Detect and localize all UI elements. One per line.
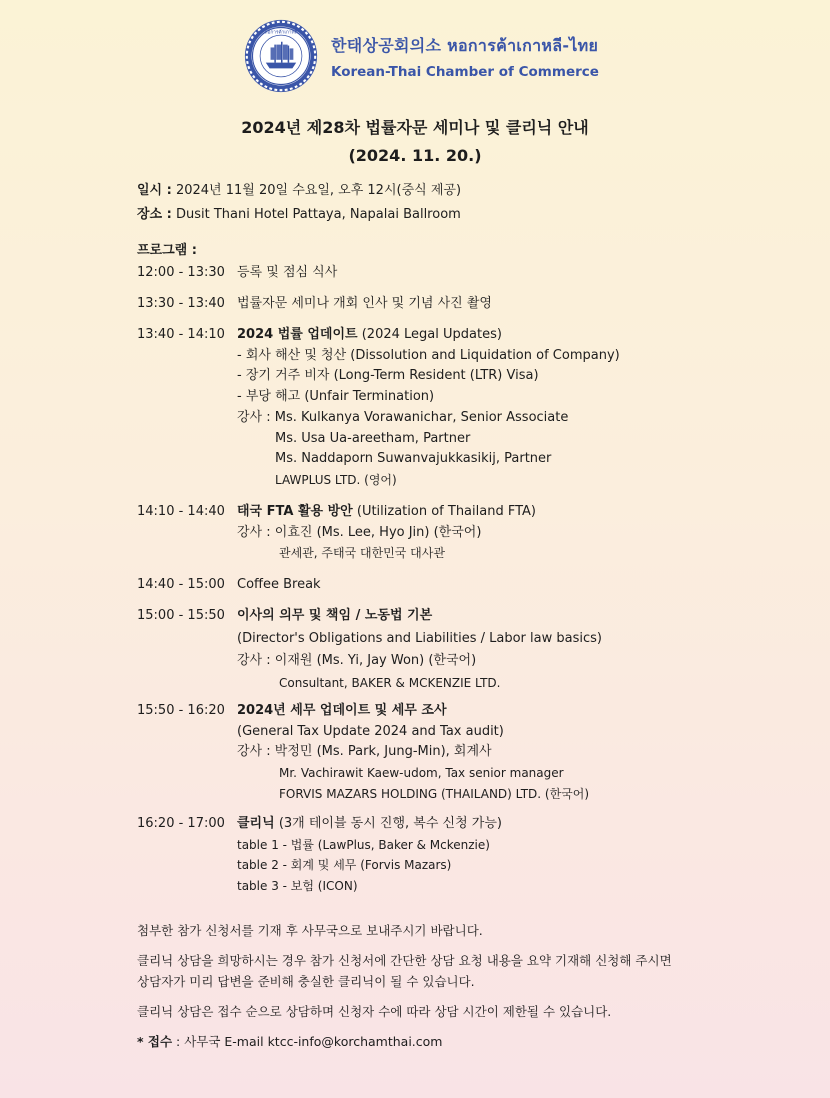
program-heading (237, 502, 717, 523)
program-line: table 1 - 법률 (LawPlus, Baker & Mckenzie) (237, 837, 490, 852)
program-content (237, 606, 717, 694)
program-content (237, 294, 717, 315)
program-heading (237, 814, 717, 835)
document-title (0, 114, 830, 170)
program-line: 강사 : 이재원 (Ms. Yi, Jay Won) (한국어) (237, 653, 477, 669)
program-heading-rest: (3개 테이블 동시 진행, 복수 신청 가능) (274, 816, 502, 831)
program-line: (General Tax Update 2024 and Tax audit) (237, 723, 504, 739)
venue-info (137, 203, 461, 222)
program-line: Coffee Break (237, 577, 321, 592)
program-line: 강사 : Ms. Kulkanya Vorawanichar, Senior Associate (237, 409, 569, 425)
venue-value: Dusit Thani Hotel Pattaya, Napalai Ballroom (171, 207, 461, 222)
program-line: 관세관, 주태국 대한민국 대사관 (279, 546, 445, 561)
program-line: - 장기 거주 비자 (Long-Term Resident (LTR) Visa) (237, 368, 539, 384)
program-heading (237, 606, 717, 627)
note-clinic-1: 클리닉 상담을 희망하시는 경우 참가 신청서에 간단한 상담 요청 내용을 요약 기재해 신청해 주시면 (137, 953, 672, 968)
org-name (331, 33, 599, 80)
logo-text: หอการค้าเกาหลี (264, 30, 298, 36)
contact-email[interactable]: : 사무국 E-mail ktcc-info@korchamthai.com (172, 1034, 443, 1049)
program-content (237, 575, 717, 596)
date-label: 일시 : (137, 183, 172, 198)
note-order: 클리닉 상담은 접수 순으로 상담하며 신청자 수에 따라 상담 시간이 제한될 수 있습니다. (137, 1004, 612, 1019)
program-line: (Director's Obligations and Liabilities / Labor law basics) (237, 630, 602, 646)
venue-label: 장소 : (137, 207, 172, 222)
program-line: 강사 : 이효진 (Ms. Lee, Hyo Jin) (한국어) (237, 524, 482, 540)
program-line: table 3 - 보험 (ICON) (237, 879, 358, 894)
org-name-kr-th: 한태상공회의소 หอการค้าเกาหลี-ไทย (331, 35, 599, 55)
program-line: - 회사 해산 및 청산 (Dissolution and Liquidation of Company) (237, 347, 620, 363)
program-time: 13:30 - 13:40 (137, 296, 225, 311)
program-heading (237, 701, 717, 722)
note-submit: 첨부한 참가 신청서를 기재 후 사무국으로 보내주시기 바랍니다. (137, 923, 483, 938)
program-heading-bold: 2024년 세무 업데이트 및 세무 조사 (237, 703, 447, 718)
program-time: 16:20 - 17:00 (137, 816, 225, 831)
program-line: 등록 및 점심 식사 (237, 265, 338, 280)
date-value: 2024년 11월 20일 수요일, 오후 12시(중식 제공) (171, 183, 462, 198)
program-heading (237, 325, 717, 346)
program-content (237, 325, 717, 491)
program-heading-rest: (2024 Legal Updates) (357, 327, 502, 342)
program-time: 13:40 - 14:10 (137, 327, 225, 342)
program-time: 14:10 - 14:40 (137, 504, 225, 519)
program-content (237, 701, 717, 805)
program-time: 15:50 - 16:20 (137, 703, 225, 718)
program-line: Ms. Naddaporn Suwanvajukkasikij, Partner (275, 451, 552, 467)
header (243, 18, 599, 94)
program-heading-rest: (Utilization of Thailand FTA) (352, 504, 536, 519)
contact-line (137, 1031, 442, 1052)
program-time: 15:00 - 15:50 (137, 608, 225, 623)
program-content (237, 814, 717, 897)
program-content (237, 502, 717, 564)
title-line-1: 2024년 제28차 법률자문 세미나 및 클리닉 안내 (241, 118, 589, 137)
contact-label: * 접수 (137, 1034, 173, 1049)
program-line: Consultant, BAKER & MCKENZIE LTD. (279, 676, 501, 691)
program-line: Mr. Vachirawit Kaew-udom, Tax senior manager (279, 766, 564, 781)
program-heading-bold: 2024 법률 업데이트 (237, 327, 358, 342)
program-heading-bold: 이사의 의무 및 책임 / 노동법 기본 (237, 608, 433, 623)
program-heading-bold: 태국 FTA 활용 방안 (237, 504, 353, 519)
program-line: FORVIS MAZARS HOLDING (THAILAND) LTD. (한국어) (279, 786, 590, 801)
program-time: 14:40 - 15:00 (137, 577, 225, 592)
program-line: 법률자문 세미나 개회 인사 및 기념 사진 촬영 (237, 296, 492, 311)
program-line: table 2 - 회계 및 세무 (Forvis Mazars) (237, 858, 452, 873)
program-label: 프로그램 : (137, 243, 197, 258)
program-time: 12:00 - 13:30 (137, 265, 225, 280)
chamber-logo-icon (243, 18, 319, 94)
program-line: Ms. Usa Ua-areetham, Partner (275, 430, 471, 446)
org-name-en: Korean-Thai Chamber of Commerce (331, 63, 599, 80)
program-line: - 부당 해고 (Unfair Termination) (237, 389, 435, 405)
note-clinic-2: 상담자가 미리 답변을 준비해 충실한 클리닉이 될 수 있습니다. (137, 974, 475, 989)
program-heading-bold: 클리닉 (237, 816, 275, 831)
date-info (137, 179, 461, 198)
program-line: LAWPLUS LTD. (영어) (275, 472, 397, 487)
program-line: 강사 : 박정민 (Ms. Park, Jung-Min), 회계사 (237, 744, 492, 760)
program-content (237, 263, 717, 284)
title-line-2: (2024. 11. 20.) (348, 146, 482, 165)
